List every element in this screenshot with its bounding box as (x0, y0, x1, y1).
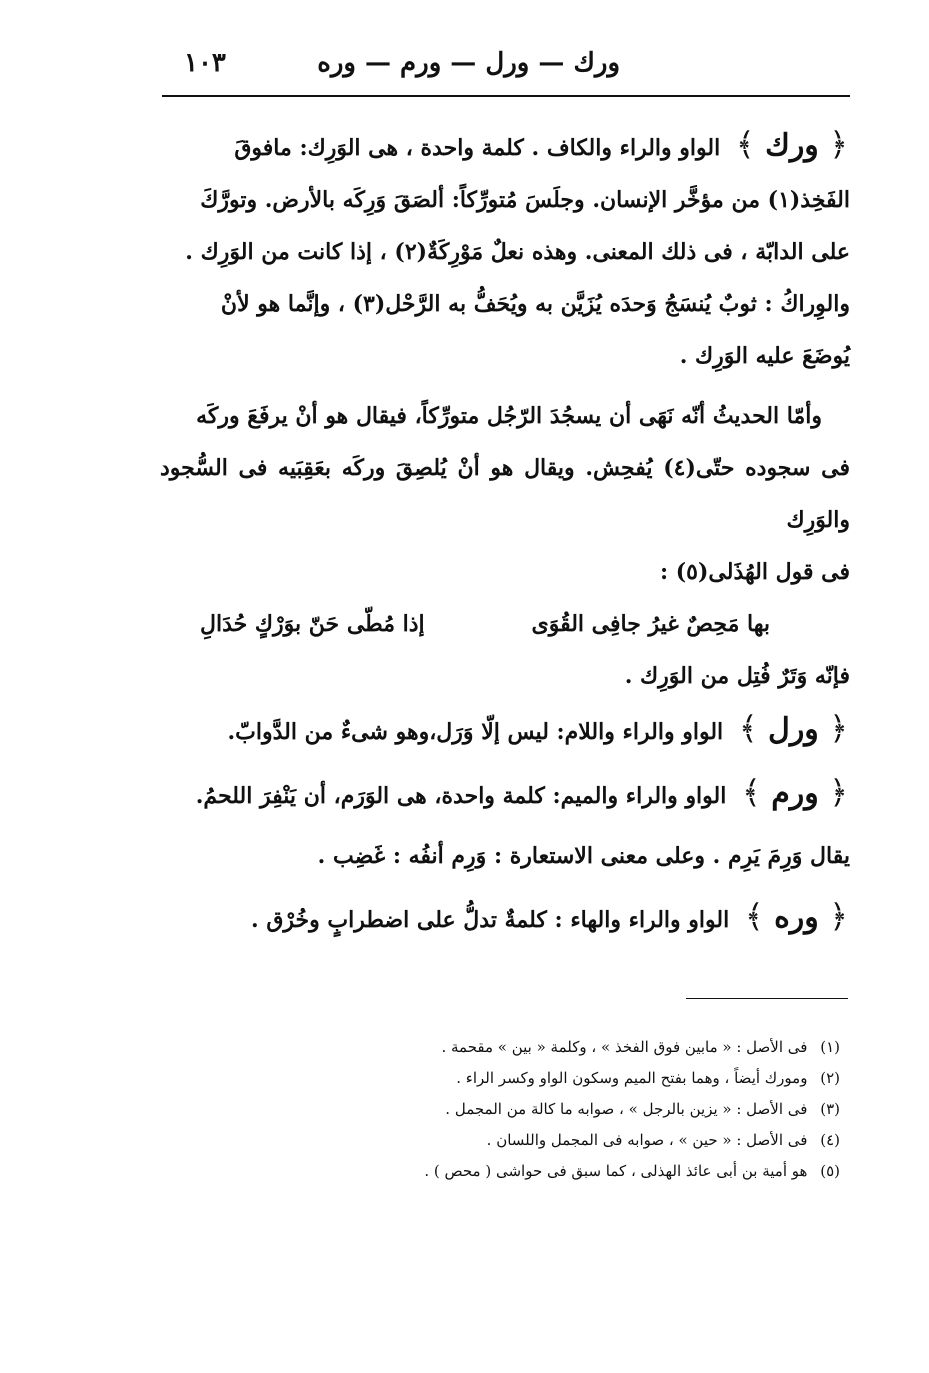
footnote-text: ومورك أيضاً ، وهما بفتح الميم وسكون الواو وكسر الراء . (456, 1069, 808, 1087)
entry-line: والوِراكُ : ثوبٌ يُنسَجُ وَحدَه يُزَيَّن به ويُحَفُّ به الرَّحْل(٣) ، وإنَّما هو لأنْ (220, 291, 850, 317)
headword (737, 702, 850, 756)
entry-waram-continued: يقال وَرِمَ يَرِم . وعلى معنى الاستعارة : وَرِم أنفُه : غَضِب . (317, 843, 850, 869)
footnote (300, 1032, 840, 1063)
close-bracket: ﴾ (744, 897, 764, 935)
entry-warah (160, 890, 850, 946)
open-bracket: ﴿ (829, 709, 848, 747)
verse-hemistich-2: إذا مُطّى حَنّ بوَرْكٍ حُدَالِ (200, 611, 425, 637)
open-bracket: ﴿ (829, 773, 848, 811)
footnotes (300, 1032, 840, 1187)
headword-text: وره (774, 900, 819, 935)
paragraph-line: وأمّا الحديثُ أنّه نَهَى أن يسجُدَ الرّجُل متورِّكاً، فيقال هو أنْ يرفَعَ وركَه (196, 403, 822, 429)
footnote-number: (٤) (820, 1131, 840, 1149)
footnote-text: هو أمية بن أبى عائذ الهذلى ، كما سبق فى حواشى ( محص ) . (424, 1162, 808, 1180)
headword (740, 766, 850, 820)
entry-line: يُوضَعَ عليه الوَرِك . (679, 343, 850, 369)
main-text (160, 118, 850, 946)
footnote-rule (686, 998, 848, 999)
entry-line: على الدابّة ، فى ذلك المعنى. وهذه نعلٌ مَوْرِكَةٌ(٢) ، إذا كانت من الوَرِك . (185, 239, 850, 265)
headword (743, 890, 850, 944)
page-number: ١٠٣ (184, 48, 226, 78)
footnote-text: فى الأصل : « مابين فوق الفخذ » ، وكلمة « بين » مقحمة . (441, 1038, 808, 1056)
entry-waram (160, 766, 850, 822)
footnote-number: (٢) (820, 1069, 840, 1087)
footnote-number: (٣) (820, 1100, 840, 1118)
header-rule (162, 95, 850, 97)
entry-waral (160, 702, 850, 758)
footnote (300, 1063, 840, 1094)
entry-text: الواو والراء واللام: ليس إلّا وَرَل،وهو شىءٌ من الدَّوابّ. (227, 719, 724, 745)
paragraph-line: فى سجوده حتّى(٤) يُفحِش. ويقال هو أنْ يُلصِقَ وركَه بعَقِبَيه فى السُّجود والوَرِك (160, 455, 850, 533)
entry-wark (160, 118, 850, 382)
footnote (300, 1094, 840, 1125)
poetry-verse (160, 598, 850, 650)
close-bracket: ﴾ (735, 125, 755, 163)
entry-line: الفَخِذ(١) من مؤخَّر الإنسان. وجلَسَ مُتورِّكاً: ألصَقَ وَرِكَه بالأرض. وتورَّكَ (200, 187, 850, 213)
close-bracket: ﴾ (742, 773, 761, 811)
open-bracket: ﴿ (829, 897, 848, 935)
footnote (300, 1125, 840, 1156)
entry-text: الواو والراء والكاف . كلمة واحدة ، هى الوَرِك: مافوقَ (234, 135, 721, 161)
headword (734, 118, 850, 172)
entry-text: الواو والراء والميم: كلمة واحدة، هى الوَرَم، أن يَنْفِرَ اللحمُ. (195, 783, 727, 809)
footnote-text: فى الأصل : « يزين بالرجل » ، صوابه ما كالة من المجمل . (445, 1100, 808, 1118)
footnote-number: (٥) (820, 1162, 840, 1180)
verse-continuation: فإنّه وَتَرٌ فُتِل من الوَرِك . (624, 663, 850, 689)
entry-text: الواو والراء والهاء : كلمةٌ تدلُّ على اضطرابٍ وخُرْق . (251, 907, 730, 933)
entry-line (160, 118, 850, 174)
open-bracket: ﴿ (829, 125, 848, 163)
paragraph-line: فى قول الهُذَلى(٥) : (659, 559, 850, 585)
footnote (300, 1156, 840, 1187)
footnote-text: فى الأصل : « حين » ، صوابه فى المجمل واللسان . (486, 1131, 808, 1149)
hadith-paragraph (160, 390, 850, 598)
close-bracket: ﴾ (738, 709, 758, 747)
verse-hemistich-1: بها مَحِصٌ غيرُ جافِى القُوَى (531, 611, 770, 637)
page-header (160, 44, 850, 92)
headword-text: ورم (771, 776, 819, 811)
footnote-number: (١) (820, 1038, 840, 1056)
running-title: ورك — ورل — ورم — وره (317, 48, 620, 78)
headword-text: ورك (765, 128, 819, 163)
headword-text: ورل (768, 712, 819, 747)
